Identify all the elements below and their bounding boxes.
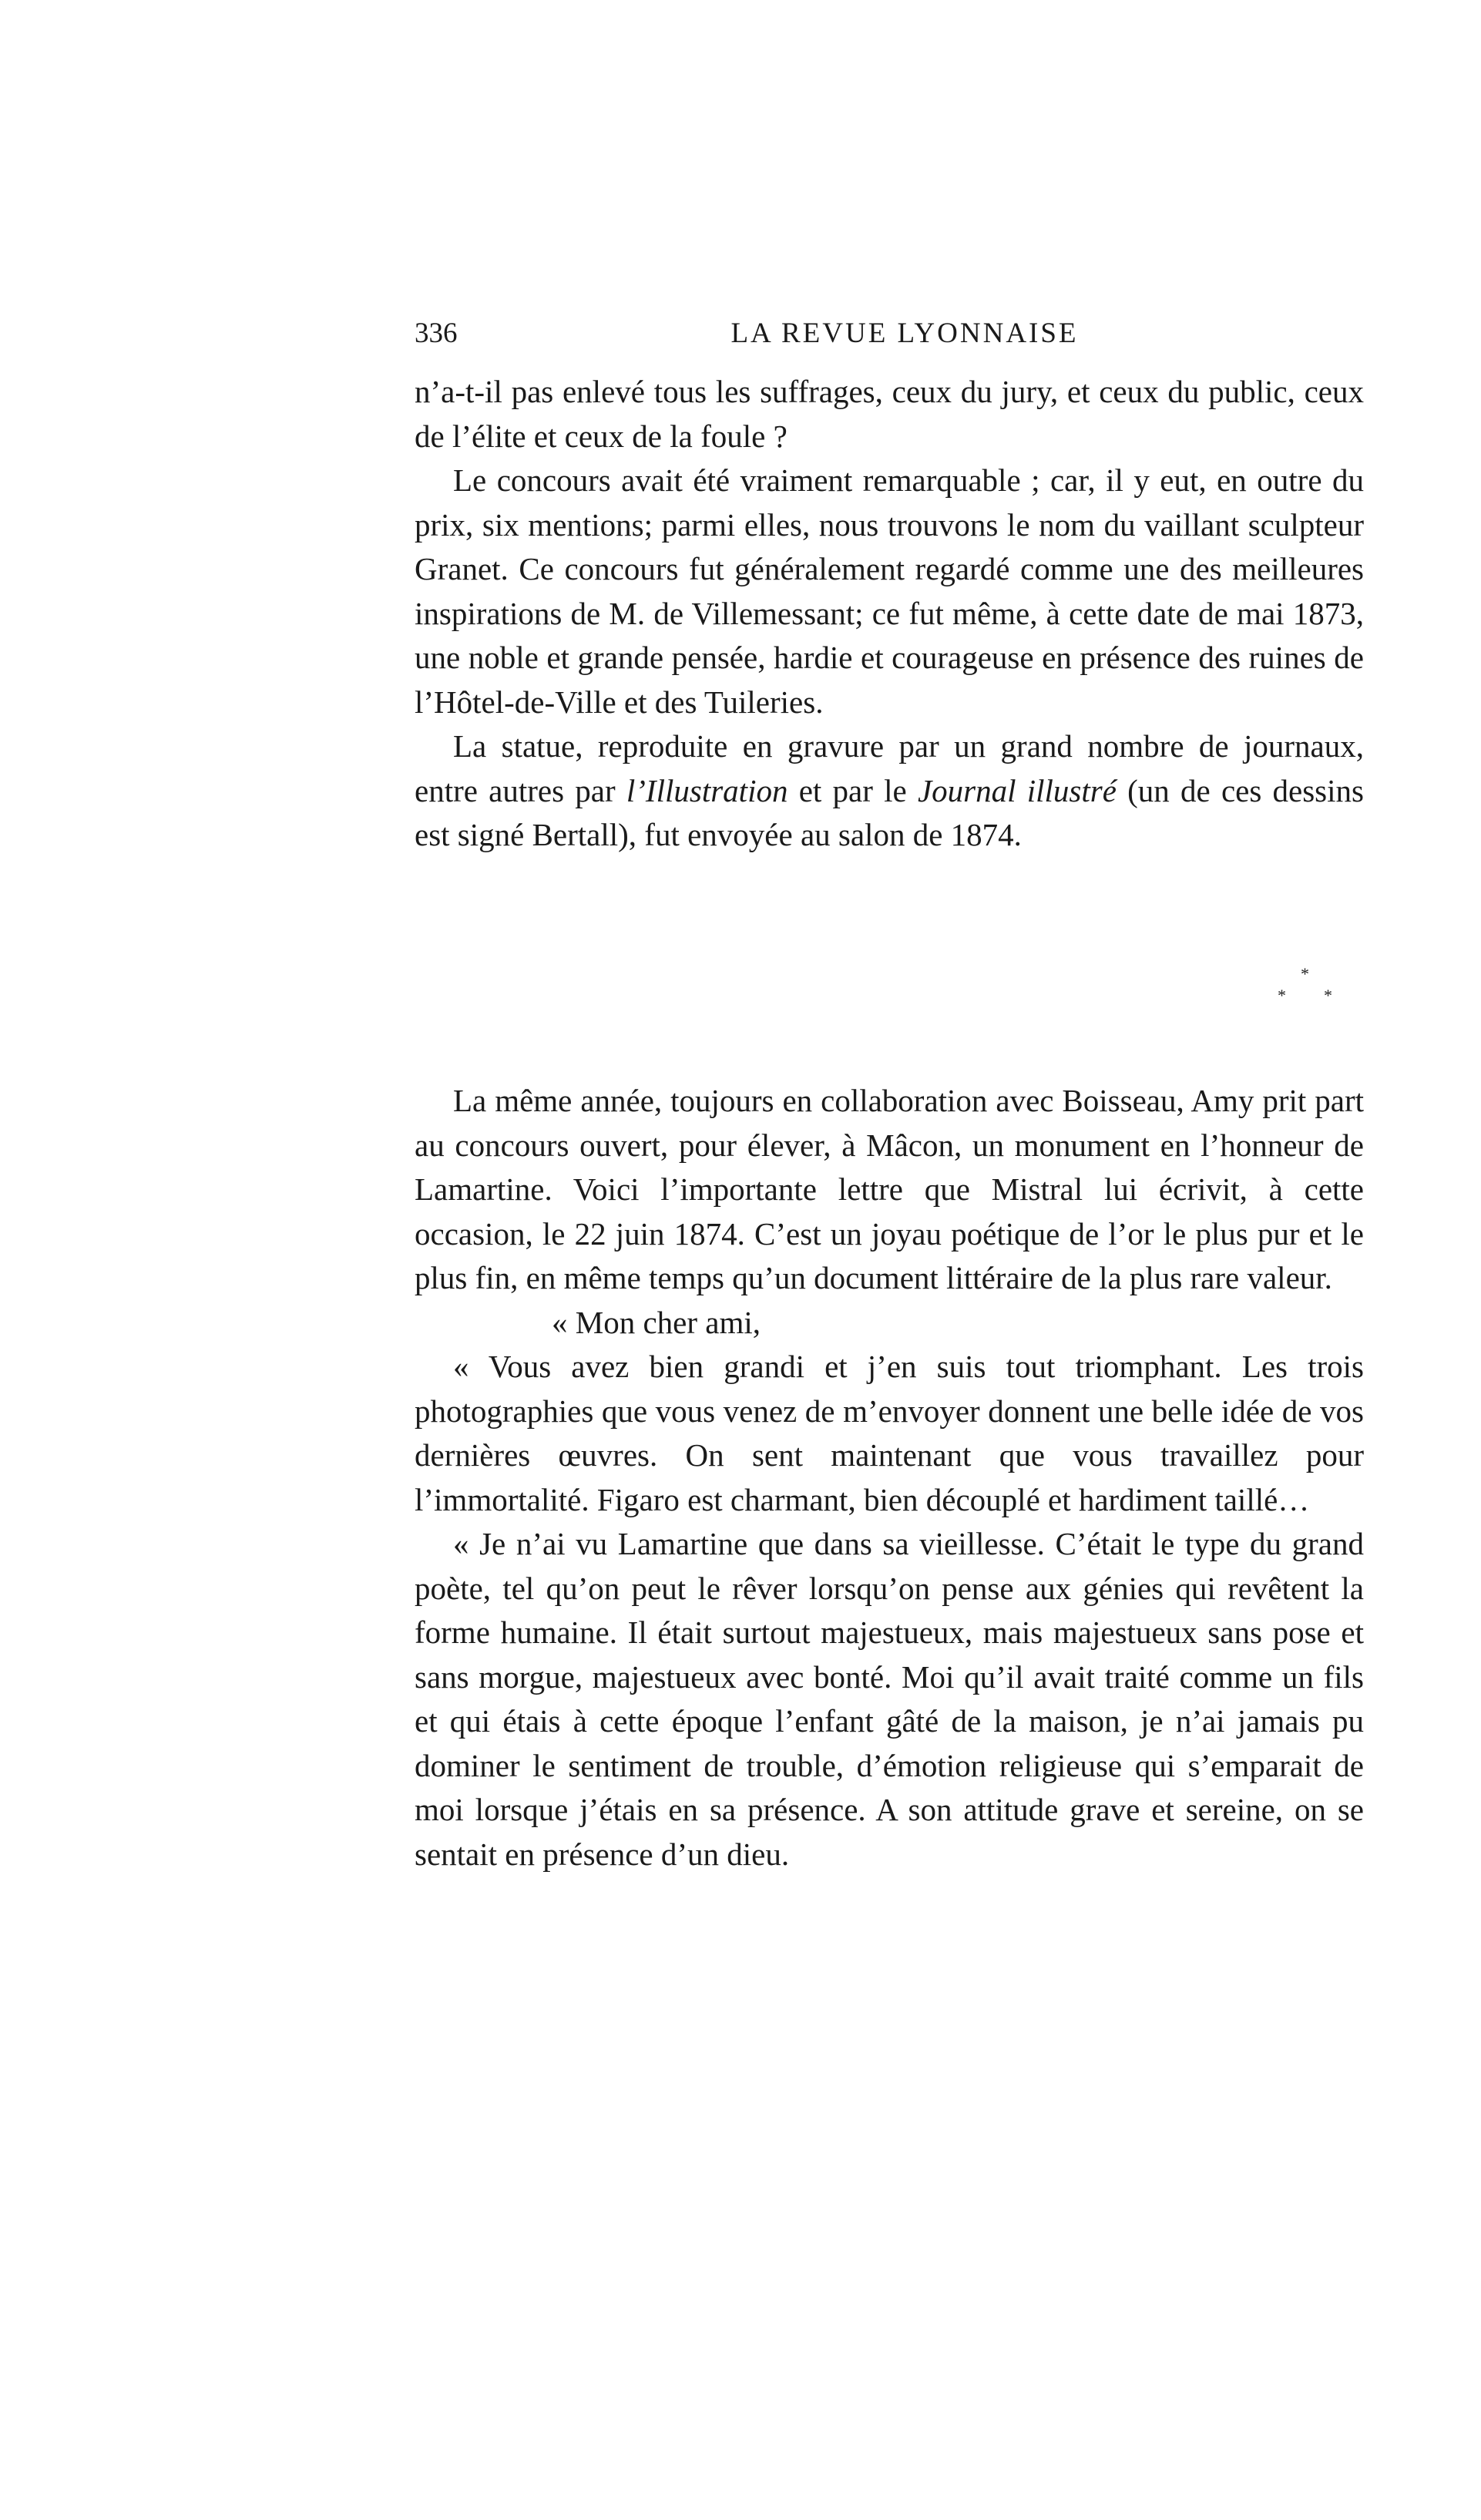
book-page xyxy=(415,0,1364,2520)
paragraph-lamartine-concours: La même année, toujours en collaboration avec Boisseau, Amy prit part au concours ouvert, pour élever, à Mâcon, un monument en l’honneur de Lamartine. Voici l’importante lettre que Mistral lui écrivit, à cette occasion, le 22 juin 1874. C’est un joyau poétique de l’or le plus pur et le plus fin, en même temps qu’un document littéraire de la plus rare valeur. xyxy=(415,1083,1364,1295)
page-number: 336 xyxy=(415,318,458,349)
section-separator-asterism xyxy=(1270,966,1347,1020)
asterisk-right: * xyxy=(1324,986,1332,1005)
journal-illustre-title: Journal illustré xyxy=(917,772,1117,808)
asterisk-left: * xyxy=(1278,986,1286,1005)
letter-paragraph-1: « Vous avez bien grandi et j’en suis tout triomphant. Les trois photographies que vous venez de m’envoyer donnent une belle idée de vos dernières œuvres. On sent maintenant que vous travaillez pour l’immortalité. Figaro est charmant, bien découplé et hardiment taillé… xyxy=(415,1349,1364,1517)
letter-paragraph-2: « Je n’ai vu Lamartine que dans sa vieillesse. C’était le type du grand poète, tel qu’on peut le rêver lorsqu’on pense aux génies qui revêtent la forme humaine. Il était surtout majestueux, mais majestueux sans pose et sans morgue, majestueux avec bonté. Moi qu’il avait traité comme un fils et qui étais à cette époque l’enfant gâté de la maison, je n’ai jamais pu dominer le sentiment de trouble, d’émotion religieuse qui s’emparait de moi lorsque j’étais en sa présence. A son attitude grave et sereine, on se sentait en présence d’un dieu. xyxy=(415,1526,1364,1872)
asterisk-top: * xyxy=(1301,964,1309,983)
running-head xyxy=(415,312,1364,358)
illustration-title: l’Illustration xyxy=(626,772,788,808)
statue-text-2: et par le xyxy=(788,772,918,808)
statue-text-1: La statue, reproduite en gravure par un grand nombre de journaux, entre autres par xyxy=(415,728,1364,808)
paragraph-continued: n’a-t-il pas enlevé tous les suffrages, ceux du jury, et ceux du public, ceux de l’élite et ceux de la foule ? xyxy=(415,374,1364,454)
paragraph-statue xyxy=(415,724,1364,858)
text-block-bottom xyxy=(415,1079,1364,1877)
letter-salutation: « Mon cher ami, xyxy=(552,1304,761,1340)
paragraph-concours: Le concours avait été vraiment remarquable ; car, il y eut, en outre du prix, six mentions; parmi elles, nous trouvons le nom du vaillant sculpteur Granet. Ce concours fut généralement regardé comme une des meilleures inspirations de M. de Villemessant; ce fut même, à cette date de mai 1873, une noble et grande pensée, hardie et courageuse en présence des ruines de l’Hôtel-de-Ville et des Tuileries. xyxy=(415,462,1364,720)
statue-text-3: (un de ces dessins est signé Bertall), fut envoyée au salon de 1874. xyxy=(415,772,1364,852)
text-block-top xyxy=(415,370,1364,858)
journal-title: LA REVUE LYONNAISE xyxy=(730,318,1079,349)
